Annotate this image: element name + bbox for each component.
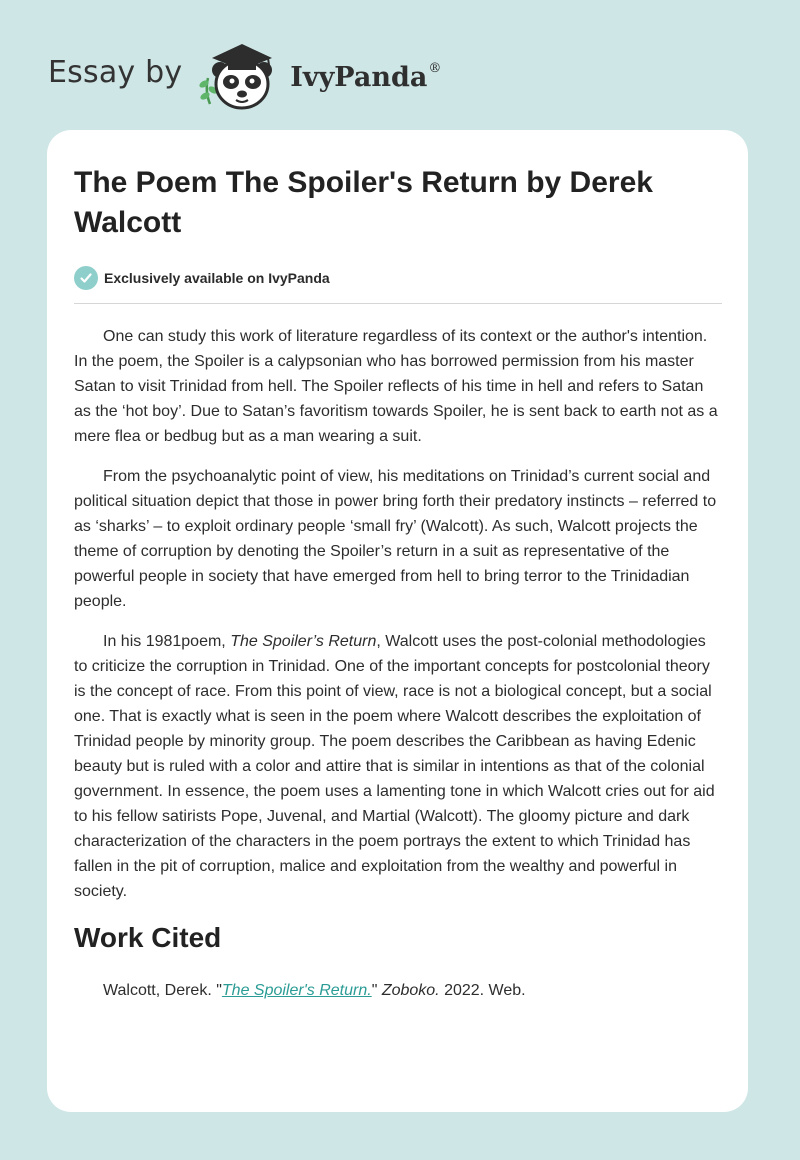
essay-body <box>74 324 722 904</box>
paragraph-3-start: In his 1981poem, <box>103 633 231 650</box>
citation-link[interactable]: The Spoiler's Return. <box>221 982 372 999</box>
brand-name-text: IvyPanda <box>290 62 428 93</box>
brand-name[interactable] <box>290 61 441 93</box>
paragraph-3 <box>74 629 722 904</box>
essay-title: The Poem The Spoiler's Return by Derek Walcott <box>74 166 653 239</box>
panda-logo-icon[interactable] <box>196 38 286 110</box>
exclusive-badge <box>74 263 722 293</box>
citation-tail: 2022. Web. <box>439 982 526 999</box>
essay-card <box>47 130 748 1112</box>
essay-by-label: Essay by <box>48 54 183 90</box>
checkmark-icon <box>74 266 98 290</box>
citation-author: Walcott, Derek. " <box>103 982 222 999</box>
citation-entry <box>74 978 722 1003</box>
paragraph-1: One can study this work of literature regardless of its context or the author's intention. In the poem, the Spoiler is a calypsonian who has borrowed permission from his master Satan to visit Trinidad from hell. The Spoiler reflects of his time in hell and refers to Satan as the ‘hot boy’. Due to Satan’s favoritism towards Spoiler, he is sent back to earth not as a mere flea or bedbug but as a man wearing a suit. <box>74 328 718 445</box>
site-header <box>48 38 441 110</box>
works-cited-heading: Work Cited <box>74 922 222 953</box>
paragraph-3-rest: , Walcott uses the post-colonial methodologies to criticize the corruption in Trinidad. One of the important concepts for postcolonial theory is the concept of race. From this point of view, race is not a biological concept, but a social one. That is exactly what is seen in the poem where Walcott describes the exploitation of Trinidad people by minority group. The poem describes the Caribbean as having Edenic beauty but is ruled with a color and attire that is similar in intentions as that of the colonial government. In essence, the poem uses a lamenting tone in which Walcott cries out for aid to his fellow satirists Pope, Juvenal, and Martial (Walcott). The gloomy picture and dark characterization of the characters in the poem portrays the extent to which Trinidad has fallen in the pit of corruption, malice and exploitation from the wealthy and powerful in society. <box>74 633 715 900</box>
paragraph-2: From the psychoanalytic point of view, his meditations on Trinidad’s current social and political situation depict that those in power bring forth their predatory instincts – referred to as ‘sharks’ – to exploit ordinary people ‘small fry’ (Walcott). As such, Walcott projects the theme of corruption by denoting the Spoiler’s return in a suit as representative of the powerful people in society that have emerged from hell to bring terror to the Trinidadian people. <box>74 468 717 610</box>
divider <box>74 303 722 304</box>
exclusive-badge-label: Exclusively available on IvyPanda <box>104 270 330 286</box>
essay-content <box>74 163 722 1003</box>
citation-quote-close: " <box>371 982 382 999</box>
citation-source: Zoboko. <box>381 982 440 999</box>
registered-mark: ® <box>428 61 442 76</box>
poem-title: The Spoiler’s Return <box>230 633 377 650</box>
